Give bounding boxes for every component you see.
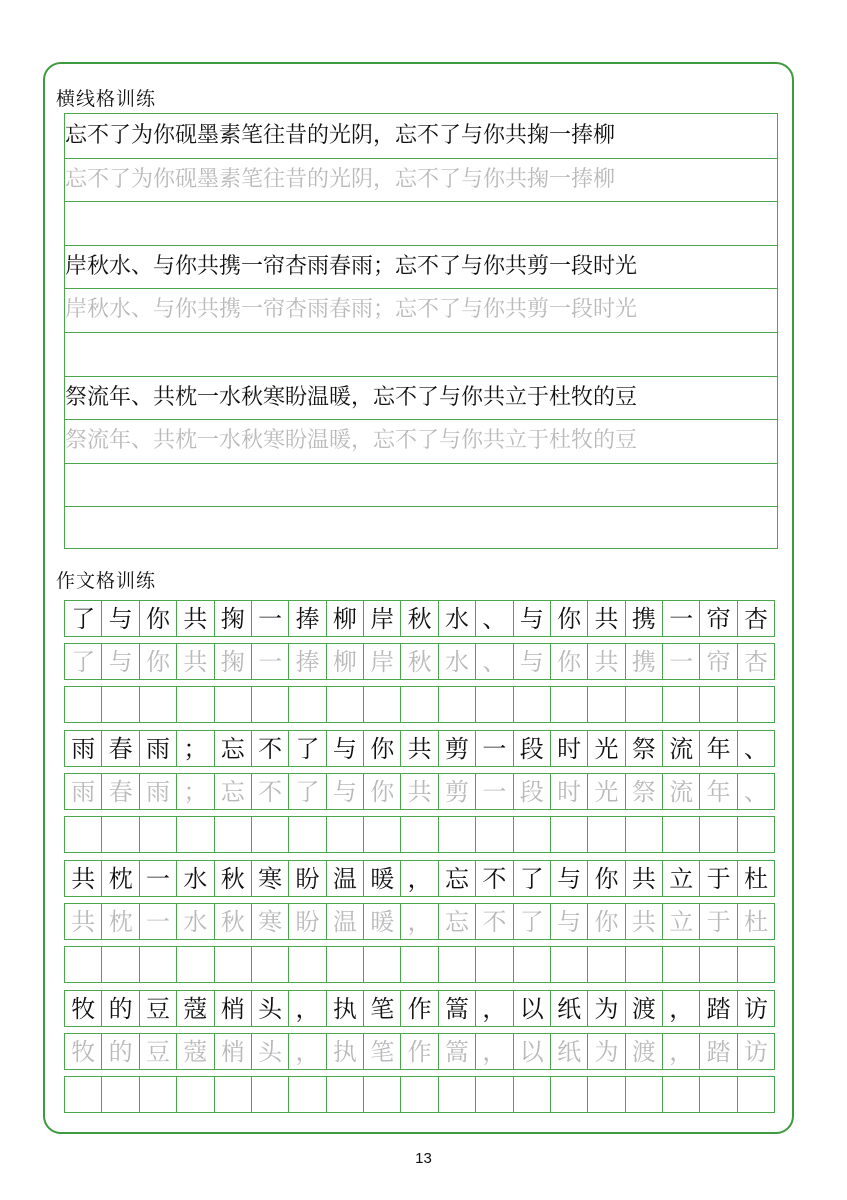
grid-cell xyxy=(400,1076,437,1113)
grid-cell xyxy=(699,686,736,723)
grid-cell xyxy=(214,1076,251,1113)
grid-row-blank xyxy=(64,946,775,983)
grid-cell xyxy=(64,816,101,853)
grid-cell xyxy=(662,816,699,853)
grid-cell: 你 xyxy=(363,730,400,767)
grid-cell: 为 xyxy=(587,990,624,1027)
grid-cell xyxy=(513,686,550,723)
grid-row-dark xyxy=(64,600,775,637)
grid-cell xyxy=(438,816,475,853)
grid-cell: 篙 xyxy=(438,990,475,1027)
grid-cell xyxy=(101,946,138,983)
grid-cell xyxy=(176,946,213,983)
grid-cell xyxy=(176,816,213,853)
grid-cell xyxy=(288,946,325,983)
grid-cell: 立 xyxy=(662,860,699,897)
grid-cell: ， xyxy=(400,860,437,897)
grid-cell xyxy=(550,1076,587,1113)
line-practice-trace: 岸秋水、与你共携一帘杏雨春雨；忘不了与你共剪一段时光 xyxy=(65,297,638,323)
grid-cell: 一 xyxy=(475,773,512,810)
grid-cell: 共 xyxy=(176,600,213,637)
grid-cell: 与 xyxy=(326,730,363,767)
grid-cell: ， xyxy=(475,990,512,1027)
grid-cell xyxy=(513,816,550,853)
grid-cell xyxy=(363,816,400,853)
grid-cell: 雨 xyxy=(64,773,101,810)
grid-cell: 段 xyxy=(513,773,550,810)
grid-cell: 忘 xyxy=(438,860,475,897)
grid-cell: 你 xyxy=(587,903,624,940)
line-practice-text: 祭流年、共枕一水秋寒盼温暖，忘不了与你共立于杜牧的豆 xyxy=(65,384,638,410)
grid-cell: 与 xyxy=(513,600,550,637)
grid-cell xyxy=(64,946,101,983)
grid-cell: 立 xyxy=(662,903,699,940)
grid-cell: ， xyxy=(288,990,325,1027)
line-practice-text: 岸秋水、与你共携一帘杏雨春雨；忘不了与你共剪一段时光 xyxy=(65,253,638,279)
grid-cell xyxy=(737,1076,775,1113)
grid-cell: 执 xyxy=(326,990,363,1027)
grid-cell xyxy=(587,1076,624,1113)
grid-cell: 携 xyxy=(625,600,662,637)
ruled-line xyxy=(65,463,777,464)
grid-cell: 头 xyxy=(251,990,288,1027)
grid-cell: 头 xyxy=(251,1033,288,1070)
grid-cell: 年 xyxy=(699,773,736,810)
grid-cell xyxy=(214,816,251,853)
grid-cell: 秋 xyxy=(400,643,437,680)
grid-cell xyxy=(363,946,400,983)
grid-cell xyxy=(513,1076,550,1113)
grid-cell: 与 xyxy=(326,773,363,810)
grid-row-light xyxy=(64,1033,775,1070)
grid-cell: 柳 xyxy=(326,600,363,637)
grid-cell xyxy=(288,686,325,723)
grid-cell: 不 xyxy=(251,773,288,810)
grid-cell: 杏 xyxy=(737,600,775,637)
grid-cell xyxy=(662,946,699,983)
grid-cell: 共 xyxy=(64,860,101,897)
grid-cell: 你 xyxy=(550,600,587,637)
grid-cell: 、 xyxy=(475,600,512,637)
grid-cell: 时 xyxy=(550,730,587,767)
grid-row-blank xyxy=(64,1076,775,1113)
grid-cell: ， xyxy=(662,1033,699,1070)
grid-cell: 以 xyxy=(513,1033,550,1070)
grid-cell: 共 xyxy=(64,903,101,940)
grid-cell: 忘 xyxy=(438,903,475,940)
grid-cell xyxy=(699,816,736,853)
grid-cell: 暖 xyxy=(363,860,400,897)
grid-cell: 于 xyxy=(699,860,736,897)
grid-cell xyxy=(139,686,176,723)
grid-cell: 盼 xyxy=(288,903,325,940)
grid-cell xyxy=(587,946,624,983)
grid-cell xyxy=(475,686,512,723)
grid-cell: 牧 xyxy=(64,990,101,1027)
grid-cell: 笔 xyxy=(363,990,400,1027)
grid-cell xyxy=(438,1076,475,1113)
grid-cell: 温 xyxy=(326,860,363,897)
grid-cell: 与 xyxy=(101,600,138,637)
grid-cell: 共 xyxy=(625,860,662,897)
grid-cell: 枕 xyxy=(101,903,138,940)
grid-cell: 流 xyxy=(662,730,699,767)
grid-cell: 于 xyxy=(699,903,736,940)
grid-cell xyxy=(176,1076,213,1113)
grid-cell: 纸 xyxy=(550,1033,587,1070)
grid-cell: 时 xyxy=(550,773,587,810)
grid-cell: 了 xyxy=(64,600,101,637)
grid-cell: 共 xyxy=(625,903,662,940)
grid-cell xyxy=(139,816,176,853)
grid-cell xyxy=(139,946,176,983)
grid-cell: 你 xyxy=(363,773,400,810)
grid-cell: ； xyxy=(176,773,213,810)
grid-cell xyxy=(251,1076,288,1113)
grid-cell: 不 xyxy=(475,860,512,897)
grid-cell xyxy=(438,686,475,723)
grid-cell: 雨 xyxy=(139,730,176,767)
grid-cell: 携 xyxy=(625,643,662,680)
grid-cell: 渡 xyxy=(625,1033,662,1070)
grid-cell xyxy=(625,686,662,723)
grid-cell: 秋 xyxy=(400,600,437,637)
grid-cell xyxy=(288,816,325,853)
grid-cell: 你 xyxy=(550,643,587,680)
grid-cell xyxy=(550,946,587,983)
grid-cell: 共 xyxy=(400,730,437,767)
grid-cell: 帘 xyxy=(699,600,736,637)
grid-cell xyxy=(176,686,213,723)
grid-cell xyxy=(737,686,775,723)
grid-cell: 一 xyxy=(139,860,176,897)
grid-cell: 一 xyxy=(251,643,288,680)
grid-row-dark xyxy=(64,860,775,897)
grid-cell: 杜 xyxy=(737,903,775,940)
grid-cell xyxy=(214,686,251,723)
grid-cell xyxy=(101,686,138,723)
grid-cell: 、 xyxy=(737,730,775,767)
grid-cell xyxy=(662,686,699,723)
grid-cell xyxy=(64,1076,101,1113)
grid-cell: 的 xyxy=(101,1033,138,1070)
grid-cell: 杏 xyxy=(737,643,775,680)
grid-cell: 与 xyxy=(101,643,138,680)
grid-cell: 一 xyxy=(662,600,699,637)
grid-cell xyxy=(326,686,363,723)
grid-cell: 段 xyxy=(513,730,550,767)
grid-cell: 光 xyxy=(587,773,624,810)
grid-cell: ， xyxy=(475,1033,512,1070)
grid-cell xyxy=(326,816,363,853)
grid-cell: ； xyxy=(176,730,213,767)
grid-cell xyxy=(475,816,512,853)
grid-cell xyxy=(363,686,400,723)
grid-cell: 梢 xyxy=(214,990,251,1027)
grid-cell: 春 xyxy=(101,730,138,767)
grid-cell xyxy=(699,946,736,983)
grid-cell xyxy=(699,1076,736,1113)
grid-cell: 以 xyxy=(513,990,550,1027)
grid-cell: 了 xyxy=(288,730,325,767)
grid-cell: 了 xyxy=(513,860,550,897)
grid-cell: 捧 xyxy=(288,643,325,680)
grid-cell: 你 xyxy=(139,600,176,637)
line-practice-box xyxy=(64,113,778,549)
grid-cell: 雨 xyxy=(64,730,101,767)
grid-cell: 梢 xyxy=(214,1033,251,1070)
grid-cell: 水 xyxy=(176,903,213,940)
grid-cell xyxy=(251,686,288,723)
grid-row-blank xyxy=(64,686,775,723)
grid-cell xyxy=(737,946,775,983)
grid-cell: 寒 xyxy=(251,903,288,940)
grid-cell: 你 xyxy=(587,860,624,897)
grid-cell: 与 xyxy=(513,643,550,680)
grid-cell xyxy=(251,946,288,983)
grid-cell: 雨 xyxy=(139,773,176,810)
grid-cell: 与 xyxy=(550,903,587,940)
grid-cell: 忘 xyxy=(214,773,251,810)
grid-cell xyxy=(101,1076,138,1113)
grid-row-dark xyxy=(64,990,775,1027)
grid-row-dark xyxy=(64,730,775,767)
grid-cell: 掬 xyxy=(214,643,251,680)
grid-cell xyxy=(475,946,512,983)
grid-cell xyxy=(737,816,775,853)
grid-cell: 共 xyxy=(176,643,213,680)
grid-cell: 光 xyxy=(587,730,624,767)
grid-cell xyxy=(550,686,587,723)
grid-cell: 剪 xyxy=(438,773,475,810)
grid-cell: 忘 xyxy=(214,730,251,767)
grid-cell: 笔 xyxy=(363,1033,400,1070)
grid-cell xyxy=(587,686,624,723)
grid-cell xyxy=(288,1076,325,1113)
grid-cell: 岸 xyxy=(363,643,400,680)
grid-cell: 了 xyxy=(513,903,550,940)
grid-cell: 水 xyxy=(438,600,475,637)
grid-cell: 踏 xyxy=(699,1033,736,1070)
grid-cell xyxy=(587,816,624,853)
grid-cell: 暖 xyxy=(363,903,400,940)
grid-cell: 祭 xyxy=(625,773,662,810)
grid-cell: 篙 xyxy=(438,1033,475,1070)
grid-cell xyxy=(662,1076,699,1113)
grid-cell xyxy=(400,946,437,983)
grid-row-blank xyxy=(64,816,775,853)
line-practice-trace: 祭流年、共枕一水秋寒盼温暖，忘不了与你共立于杜牧的豆 xyxy=(65,428,638,454)
ruled-line xyxy=(65,201,777,202)
grid-cell: 执 xyxy=(326,1033,363,1070)
grid-cell: 一 xyxy=(662,643,699,680)
grid-cell: 共 xyxy=(587,643,624,680)
grid-cell: ， xyxy=(400,903,437,940)
grid-cell xyxy=(625,946,662,983)
grid-cell: 柳 xyxy=(326,643,363,680)
grid-cell: 、 xyxy=(475,643,512,680)
grid-cell: 作 xyxy=(400,1033,437,1070)
grid-cell: 寒 xyxy=(251,860,288,897)
grid-cell: 盼 xyxy=(288,860,325,897)
grid-row-light xyxy=(64,773,775,810)
grid-cell xyxy=(139,1076,176,1113)
grid-row-light xyxy=(64,643,775,680)
grid-cell: 一 xyxy=(251,600,288,637)
grid-cell xyxy=(475,1076,512,1113)
line-practice-label: 横线格训练 xyxy=(56,88,157,110)
grid-cell: 掬 xyxy=(214,600,251,637)
grid-cell: 流 xyxy=(662,773,699,810)
grid-cell: 秋 xyxy=(214,903,251,940)
grid-cell: 枕 xyxy=(101,860,138,897)
grid-cell: 一 xyxy=(475,730,512,767)
grid-cell xyxy=(400,816,437,853)
grid-cell: 蔻 xyxy=(176,1033,213,1070)
grid-cell xyxy=(214,946,251,983)
grid-cell: 牧 xyxy=(64,1033,101,1070)
grid-cell: 秋 xyxy=(214,860,251,897)
grid-cell: 温 xyxy=(326,903,363,940)
grid-cell: 蔻 xyxy=(176,990,213,1027)
grid-cell: 不 xyxy=(475,903,512,940)
grid-cell xyxy=(625,1076,662,1113)
grid-cell: 祭 xyxy=(625,730,662,767)
grid-cell: 的 xyxy=(101,990,138,1027)
grid-cell: 豆 xyxy=(139,1033,176,1070)
grid-cell: 帘 xyxy=(699,643,736,680)
grid-cell: 你 xyxy=(139,643,176,680)
grid-cell: 捧 xyxy=(288,600,325,637)
grid-cell xyxy=(64,686,101,723)
grid-cell: 豆 xyxy=(139,990,176,1027)
grid-cell: 水 xyxy=(176,860,213,897)
grid-cell: 水 xyxy=(438,643,475,680)
grid-cell: 不 xyxy=(251,730,288,767)
grid-practice-label: 作文格训练 xyxy=(56,570,157,592)
grid-cell xyxy=(101,816,138,853)
grid-cell: 与 xyxy=(550,860,587,897)
grid-cell: 了 xyxy=(288,773,325,810)
grid-cell: 共 xyxy=(400,773,437,810)
grid-cell xyxy=(625,816,662,853)
grid-cell: 共 xyxy=(587,600,624,637)
grid-cell: 访 xyxy=(737,1033,775,1070)
grid-cell: 春 xyxy=(101,773,138,810)
grid-cell xyxy=(438,946,475,983)
grid-cell: 踏 xyxy=(699,990,736,1027)
grid-cell: 杜 xyxy=(737,860,775,897)
ruled-line xyxy=(65,332,777,333)
ruled-line xyxy=(65,506,777,507)
grid-cell: 纸 xyxy=(550,990,587,1027)
grid-cell: 、 xyxy=(737,773,775,810)
page-number: 13 xyxy=(415,1150,432,1167)
grid-cell xyxy=(363,1076,400,1113)
grid-cell: 访 xyxy=(737,990,775,1027)
grid-cell xyxy=(326,1076,363,1113)
grid-cell xyxy=(550,816,587,853)
grid-cell: 渡 xyxy=(625,990,662,1027)
grid-cell: 了 xyxy=(64,643,101,680)
grid-cell: 岸 xyxy=(363,600,400,637)
grid-cell: 作 xyxy=(400,990,437,1027)
grid-cell: ， xyxy=(288,1033,325,1070)
grid-row-light xyxy=(64,903,775,940)
grid-cell: 为 xyxy=(587,1033,624,1070)
grid-cell: 一 xyxy=(139,903,176,940)
line-practice-text: 忘不了为你砚墨素笔往昔的光阴，忘不了与你共掬一捧柳 xyxy=(65,123,616,148)
grid-cell: ， xyxy=(662,990,699,1027)
grid-cell xyxy=(251,816,288,853)
line-practice-trace: 忘不了为你砚墨素笔往昔的光阴，忘不了与你共掬一捧柳 xyxy=(65,166,616,192)
grid-cell xyxy=(400,686,437,723)
grid-cell: 年 xyxy=(699,730,736,767)
grid-cell xyxy=(513,946,550,983)
grid-cell xyxy=(326,946,363,983)
grid-cell: 剪 xyxy=(438,730,475,767)
